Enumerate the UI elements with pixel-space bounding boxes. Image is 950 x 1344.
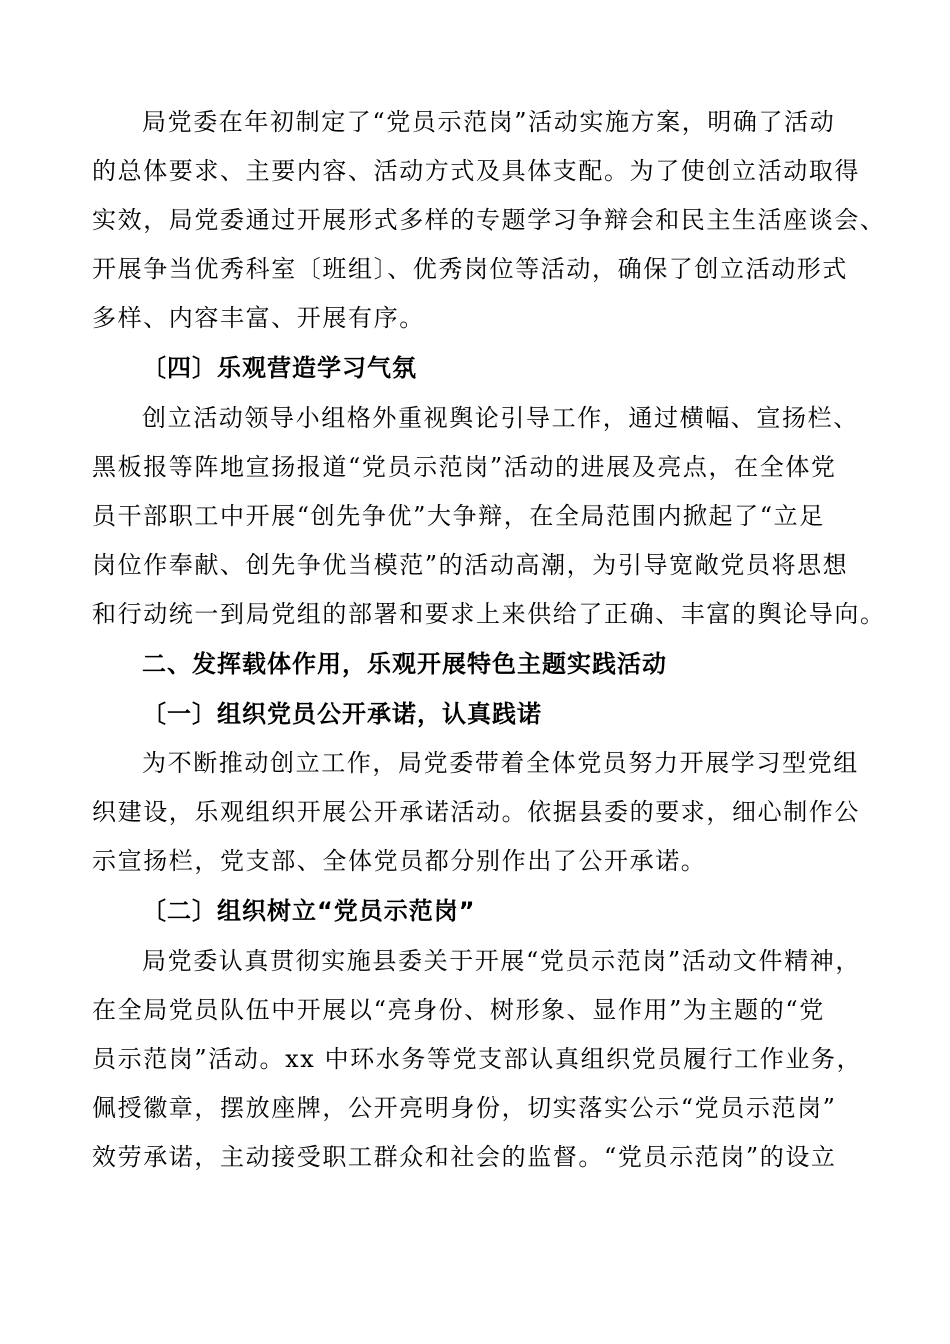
paragraph-line: 局党委认真贯彻实施县委关于开展“党员示范岗”活动文件精神， — [142, 947, 861, 975]
section-heading: 〔二〕组织树立“党员示范岗” — [142, 897, 476, 925]
paragraph-line: 佩授徽章，摆放座牌，公开亮明身份，切实落实公示“党员示范岗” — [92, 1094, 837, 1122]
paragraph-line: 创立活动领导小组格外重视舆论引导工作，通过横幅、宣扬栏、 — [142, 404, 859, 432]
section-heading: 〔一〕组织党员公开承诺，认真践诺 — [142, 700, 542, 728]
paragraph-line: 岗位作奉献、创先争优当模范”的活动高潮，为引导宽敞党员将思想 — [92, 551, 849, 579]
paragraph-line: 开展争当优秀科室〔班组〕、优秀岗位等活动，确保了创立活动形式 — [92, 255, 848, 283]
paragraph-line: 效劳承诺，主动接受职工群众和社会的监督。“党员示范岗”的设立 — [92, 1143, 837, 1171]
paragraph-line: 员干部职工中开展“创先争优”大争辩，在全局范围内掀起了“立足 — [92, 502, 825, 530]
paragraph-line: 黑板报等阵地宣扬报道“党员示范岗”活动的进展及亮点，在全体党 — [92, 453, 837, 481]
chapter-heading: 二、发挥载体作用，乐观开展特色主题实践活动 — [142, 650, 667, 678]
paragraph-line: 示宣扬栏，党支部、全体党员都分别作出了公开承诺。 — [92, 847, 707, 875]
section-heading: 〔四〕乐观营造学习气氛 — [142, 354, 417, 382]
paragraph-line: 为不断推动创立工作，局党委带着全体党员努力开展学习型党组 — [142, 749, 859, 777]
paragraph-line: 局党委在年初制定了“党员示范岗”活动实施方案，明确了活动 — [142, 108, 836, 136]
paragraph-line: 实效，局党委通过开展形式多样的专题学习争辩会和民主生活座谈会、 — [92, 206, 886, 234]
paragraph-line: 和行动统一到局党组的部署和要求上来供给了正确、丰富的舆论导向。 — [92, 600, 886, 628]
paragraph-line: 员示范岗”活动。xx 中环水务等党支部认真组织党员履行工作业务， — [92, 1045, 863, 1073]
paragraph-line: 在全局党员队伍中开展以“亮身份、树形象、显作用”为主题的“党 — [92, 996, 825, 1024]
paragraph-line: 多样、内容丰富、开展有序。 — [92, 304, 425, 332]
paragraph-line: 的总体要求、主要内容、活动方式及具体支配。为了使创立活动取得 — [92, 157, 860, 185]
paragraph-line: 织建设，乐观组织开展公开承诺活动。依据县委的要求，细心制作公 — [92, 798, 860, 826]
